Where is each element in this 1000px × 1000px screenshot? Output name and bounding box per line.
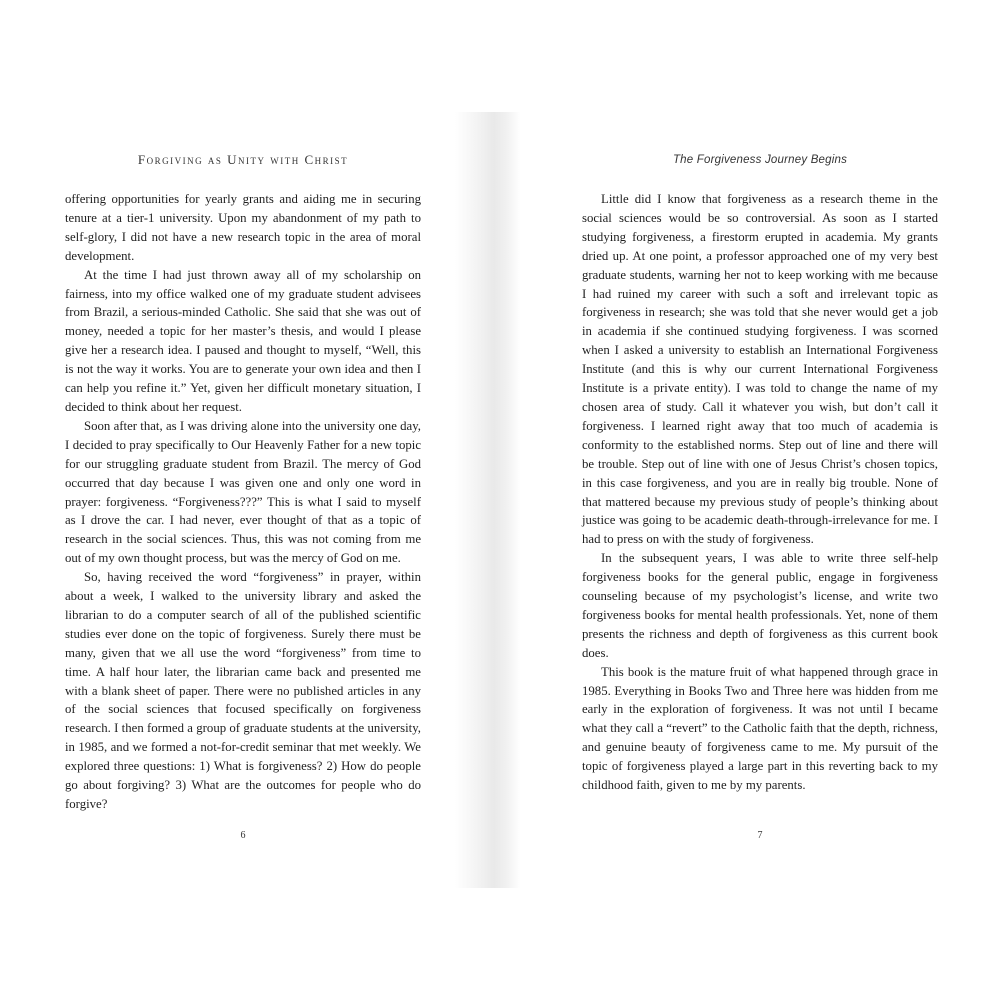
left-paragraph-4: So, having received the word “forgiveness” in prayer, within about a week, I walked to the university library and asked the librarian to do a computer search of all of the published scientific studies ever done on the topic of forgiveness. Surely there must be many, given that we all use the word “forgiveness” from time to time. A half hour later, the librarian came back and presented me with a blank sheet of paper. There were no published articles in any of the social sciences that focused specifically on forgiveness research. I then formed a group of graduate students at the university, in 1985, and we formed a not-for-credit seminar that met weekly. We explored three questions: 1) What is forgiveness? 2) How do people go about forgiving? 3) What are the outcomes for people who do forgive? xyxy=(65,570,421,811)
book-gutter-shadow xyxy=(455,112,520,888)
left-paragraph-2: At the time I had just thrown away all of my scholarship on fairness, into my office walked one of my graduate student advisees from Brazil, a serious-minded Catholic. She said that she was out of money, needed a topic for her master’s thesis, and would I please give her a research idea. I paused and thought to myself, “Well, this is not the way it works. You are to generate your own idea and then I can help you refine it.” Yet, given her difficult monetary situation, I decided to think about her request. xyxy=(65,267,421,414)
right-paragraph-3: This book is the mature fruit of what happened through grace in 1985. Everything in Books Two and Three here was hidden from me early in the exploration of forgiveness. It was not until I became what they call a “revert” to the Catholic faith that the depth, richness, and genuine beauty of forgiveness came to me. My pursuit of the topic of forgiveness played a large part in this reverting back to my childhood faith, given to me by my parents. xyxy=(582,664,938,793)
right-page-number: 7 xyxy=(757,830,763,841)
left-paragraph-1: offering opportunities for yearly grants and aiding me in securing tenure at a tier-1 university. Upon my abandonment of my path to self-glory, I did not have a new research topic in the area of moral development. xyxy=(65,192,421,263)
left-running-head: Forgiving as Unity with Christ xyxy=(137,152,349,167)
left-page-number: 6 xyxy=(240,830,246,841)
right-page-body xyxy=(582,190,938,795)
left-paragraph-3: Soon after that, as I was driving alone into the university one day, I decided to pray specifically to Our Heavenly Father for a new topic for our struggling graduate student from Brazil. The mercy of God occurred that day because I was given one and only one word in prayer: forgiveness. “Forgiveness???” This is what I said to myself as I drove the car. I had never, ever thought of that as a topic of research in the social sciences. Thus, this was not coming from me out of my own thought process, but was the mercy of God on me. xyxy=(65,418,421,566)
left-page xyxy=(65,150,421,841)
right-page xyxy=(582,150,938,841)
right-running-head: The Forgiveness Journey Begins xyxy=(672,154,848,166)
right-paragraph-2: In the subsequent years, I was able to write three self-help forgiveness books for the general public, engage in forgiveness counseling because of my psychologist’s license, and write two forgiveness books for mental health professionals. Yet, none of them presents the richness and depth of forgiveness as this current book does. xyxy=(582,551,938,660)
right-paragraph-1: Little did I know that forgiveness as a research theme in the social sciences would be so controversial. As soon as I started studying forgiveness, a firestorm erupted in academia. My grants dried up. At one point, a professor approached one of my very best graduate students, warning her not to keep working with me because I had ruined my career with such a soft and irrelevant topic as forgiveness in research; she was told that she never would get a job in academia if she continued studying forgiveness. I was scorned when I asked a university to establish an International Forgiveness Institute (and this is why our current International Forgiveness Institute is a private entity). I was told to change the name of my chosen area of study. Call it whatever you wish, but don’t call it forgiveness. I learned right away that too much of academia is conformity to the established norms. Step out of line and there will be trouble. Step out of line with one of Jesus Christ’s chosen topics, in this case forgiveness, and you are in really big trouble. None of that mattered because my previous study of people’s thinking about justice was going to be academic death-through-irrelevance for me. I had to press on with the study of forgiveness. xyxy=(582,192,938,547)
left-page-body xyxy=(65,190,421,814)
